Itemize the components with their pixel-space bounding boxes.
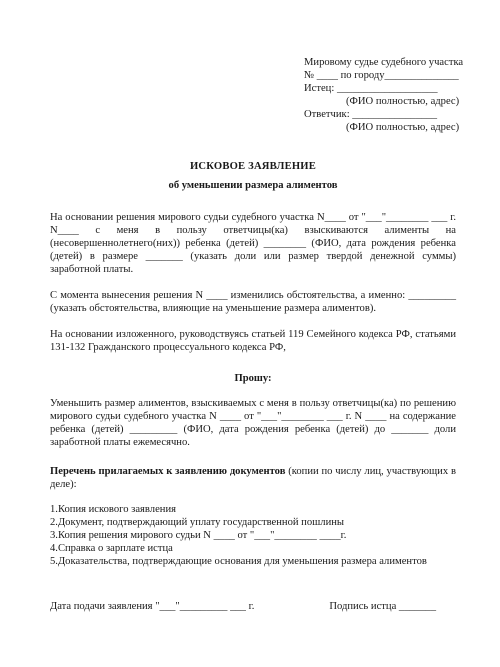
list-item: 4.Справка о зарплате истца (50, 543, 173, 554)
plaintiff-line: Истец: ___________________ (304, 83, 438, 94)
document-title: ИСКОВОЕ ЗАЯВЛЕНИЕ (189, 161, 317, 172)
list-item: 5.Доказательства, подтверждающие основания для уменьшения размера алиментов (50, 556, 427, 567)
plaintiff-signature: Подпись истца _______ (329, 601, 436, 612)
attachments-heading-rest: (копии по числу лиц, участвующих в деле): (50, 466, 456, 490)
submission-date: Дата подачи заявления "___"_________ ___ г. (50, 601, 255, 612)
addressee-block (304, 56, 464, 134)
defendant-line: Ответчик: ________________ (304, 109, 438, 120)
court-line: Мировому судье судебного участка (304, 57, 464, 68)
request-heading: Прошу: (234, 373, 272, 384)
list-item: 1.Копия искового заявления (50, 504, 176, 515)
list-item: 3.Копия решения мирового судьи N ____ от "___"________ ____г. (50, 530, 347, 541)
plaintiff-hint: (ФИО полностью, адрес) (346, 96, 460, 107)
paragraph-legal-basis: На основании изложенного, руководствуясь статьей 119 Семейного кодекса РФ, статьями 131-132 Гражданского процессуального кодекса РФ, (50, 329, 456, 353)
defendant-hint: (ФИО полностью, адрес) (346, 122, 460, 133)
paragraph-decision: На основании решения мирового судьи судебного участка N____ от "___"________ ___ г. N____ с меня в пользу ответчицы(ка) взыскиваются алименты на (несовершеннолетнего(них)) ребенка (детей) ________ (ФИО, дата рождения ребенка (детей) в размере _______ (указать доли или размер твердой денежной суммы) заработной платы. (50, 212, 456, 275)
paragraph-circumstances: С момента вынесения решения N ____ изменились обстоятельства, а именно: _________ (указать обстоятельства, влияющие на уменьшение размера алиментов). (50, 290, 456, 314)
attachments-heading (50, 465, 456, 491)
paragraph-request: Уменьшить размер алиментов, взыскиваемых с меня в пользу ответчицы(ка) по решению мирового судьи судебного участка N ____ от "___"________ ___ г. N ____ на содержание ребенка (детей) _________ (ФИО, дата рождения ребенка (детей) до _______ доли заработной платы ежемесячно. (50, 398, 456, 448)
court-number-line: № ____ по городу______________ (304, 70, 459, 81)
document-subtitle: об уменьшении размера алиментов (168, 180, 338, 191)
footer (50, 600, 456, 613)
list-item: 2.Документ, подтверждающий уплату государственной пошлины (50, 517, 345, 528)
attachments-heading-bold: Перечень прилагаемых к заявлению документов (50, 466, 286, 477)
attachments-list (50, 503, 456, 568)
